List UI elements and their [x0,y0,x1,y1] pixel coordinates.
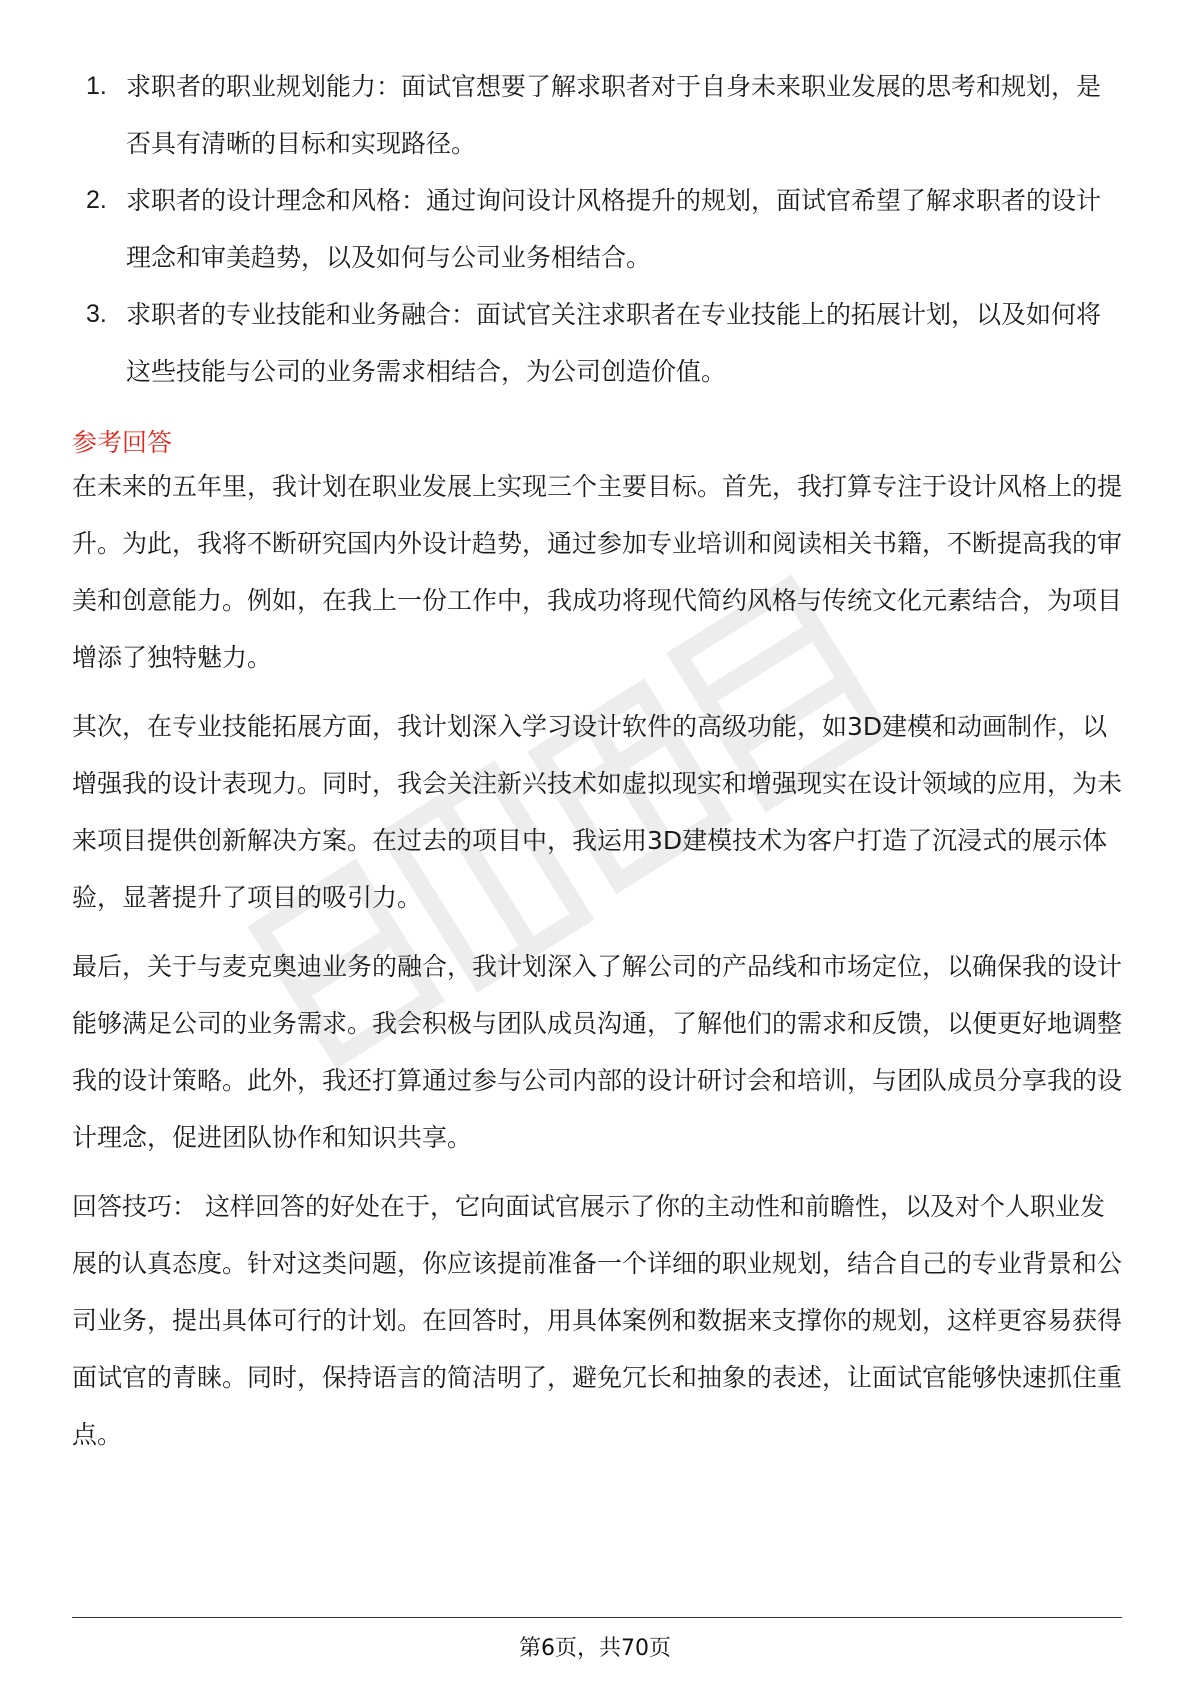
list-item-number: 1. [86,72,107,100]
page-number: 第6页，共70页 [519,1636,671,1661]
footer-divider [72,1617,1122,1618]
list-item-number: 3. [86,300,107,328]
list-item-number: 2. [86,186,107,214]
list-item-text: 求职者的职业规划能力：面试官想要了解求职者对于自身未来职业发展的思考和规划，是否具有清晰的目标和实现路径。 [126,72,1102,158]
numbered-list [72,58,1122,400]
answer-paragraph-1: 在未来的五年里，我计划在职业发展上实现三个主要目标。首先，我打算专注于设计风格上的提升。为此，我将不断研究国内外设计趋势，通过参加专业培训和阅读相关书籍，不断提高我的审美和创意能力。例如，在我上一份工作中，我成功将现代简约风格与传统文化元素结合，为项目增添了独特魅力。 [72,472,1123,672]
answer-paragraph-3: 最后，关于与麦克奥迪业务的融合，我计划深入了解公司的产品线和市场定位，以确保我的设计能够满足公司的业务需求。我会积极与团队成员沟通，了解他们的需求和反馈，以便更好地调整我的设计策略。此外，我还打算通过参与公司内部的设计研讨会和培训，与团队成员分享我的设计理念，促进团队协作和知识共享。 [72,952,1123,1152]
list-item [72,58,1122,172]
section-heading: 参考回答 [72,428,173,457]
answer-tips-paragraph: 回答技巧： 这样回答的好处在于，它向面试官展示了你的主动性和前瞻性，以及对个人职业发展的认真态度。针对这类问题，你应该提前准备一个详细的职业规划，结合自己的专业背景和公司业务，提出具体可行的计划。在回答时，用具体案例和数据来支撑你的规划，这样更容易获得面试官的青睐。同时，保持语言的简洁明了，避免冗长和抽象的表述，让面试官能够快速抓住重点。 [72,1192,1123,1449]
list-item [72,172,1122,286]
list-item-text: 求职者的设计理念和风格：通过询问设计风格提升的规划，面试官希望了解求职者的设计理念和审美趋势，以及如何与公司业务相结合。 [126,186,1102,272]
list-item [72,286,1122,400]
list-item-text: 求职者的专业技能和业务融合：面试官关注求职者在专业技能上的拓展计划，以及如何将这些技能与公司的业务需求相结合，为公司创造价值。 [126,300,1102,386]
answer-paragraph-2: 其次，在专业技能拓展方面，我计划深入学习设计软件的高级功能，如3D建模和动画制作，以增强我的设计表现力。同时，我会关注新兴技术如虚拟现实和增强现实在设计领域的应用，为未来项目提供创新解决方案。在过去的项目中，我运用3D建模技术为客户打造了沉浸式的展示体验，显著提升了项目的吸引力。 [72,712,1123,912]
